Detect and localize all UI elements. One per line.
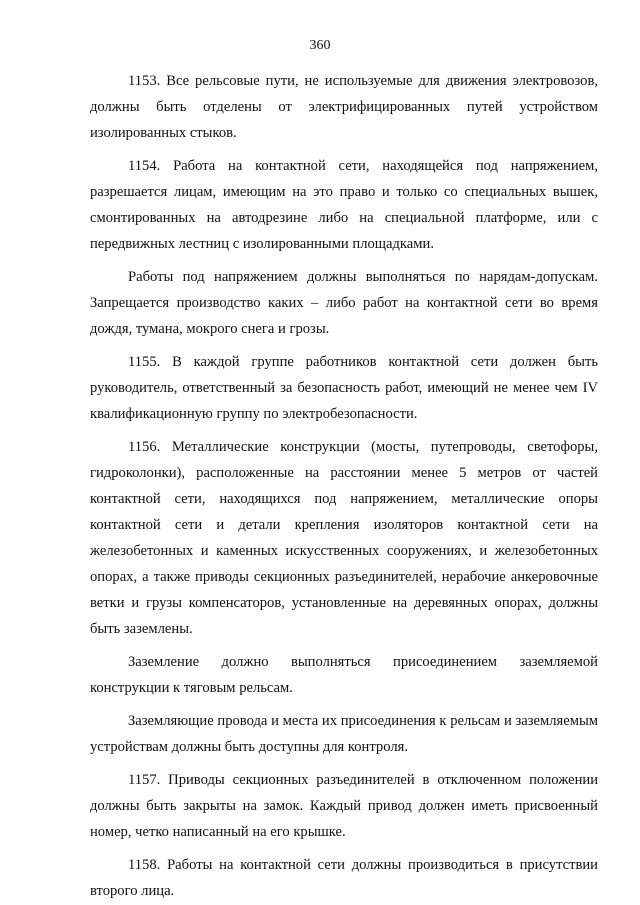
paragraph-1157: 1157. Приводы секционных разъединителей в отключенном положении должны быть закрыты на замок. Каждый привод должен иметь присвоенный номер, четко написанный на его крышке. xyxy=(90,772,598,840)
paragraph-1153: 1153. Все рельсовые пути, не используемые для движения электровозов, должны быть отделены от электрифицированных путей устройством изолированных стыков. xyxy=(90,73,598,141)
paragraph-1156: 1156. Металлические конструкции (мосты, путепроводы, светофоры, гидроколонки), расположенные на расстоянии менее 5 метров от частей контактной сети, находящихся под напряжением, металлические опоры контактной сети и детали крепления изоляторов контактной сети на железобетонных и каменных искусственных сооружениях, и железобетонных опорах, а также приводы секционных разъединителей, нерабочие анкеровочные ветки и грузы компенсаторов, установленные на деревянных опорах, должны быть заземлены. xyxy=(90,439,598,637)
document-body xyxy=(90,68,598,904)
paragraph-1155: 1155. В каждой группе работников контактной сети должен быть руководитель, ответственный за безопасность работ, имеющий не менее чем IV квалификационную группу по электробезопасности. xyxy=(90,354,598,422)
paragraph-1156-grounding: Заземление должно выполняться присоединением заземляемой конструкции к тяговым рельсам. xyxy=(90,654,598,696)
paragraph-1156-grounding-wires: Заземляющие провода и места их присоединения к рельсам и заземляемым устройствам должны быть доступны для контроля. xyxy=(90,713,598,755)
paragraph-1158: 1158. Работы на контактной сети должны производиться в присутствии второго лица. xyxy=(90,857,598,899)
page-number: 360 xyxy=(309,38,331,53)
paragraph-1154-work-permits: Работы под напряжением должны выполняться по нарядам-допускам. Запрещается производство каких – либо работ на контактной сети во время дождя, тумана, мокрого снега и грозы. xyxy=(90,269,598,337)
paragraph-1154: 1154. Работа на контактной сети, находящейся под напряжением, разрешается лицам, имеющим на это право и только со специальных вышек, смонтированных на автодрезине либо на специальной платформе, или с передвижных лестниц с изолированными площадками. xyxy=(90,158,598,252)
